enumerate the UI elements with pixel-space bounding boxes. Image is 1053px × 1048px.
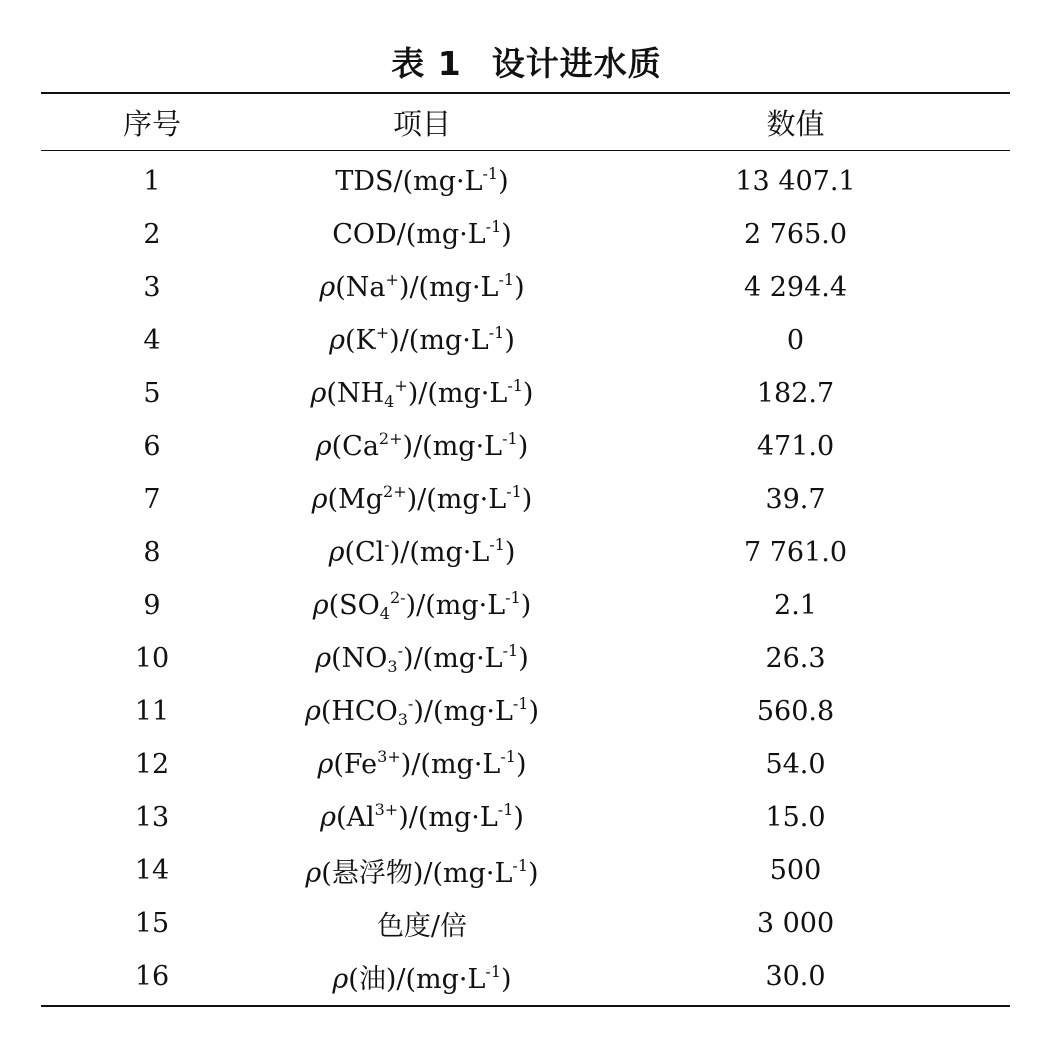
unit-exponent: -1 bbox=[489, 535, 505, 554]
species-close: ) bbox=[389, 537, 401, 568]
table-row bbox=[41, 151, 1010, 209]
unit-text: /(mg·L bbox=[413, 431, 503, 462]
unit-text: /(mg·L bbox=[393, 166, 483, 197]
row-index: 5 bbox=[143, 378, 161, 409]
species-base: (NH bbox=[326, 378, 385, 409]
row-item bbox=[263, 314, 581, 367]
species-close: ) bbox=[406, 484, 418, 515]
rho-symbol: ρ bbox=[315, 431, 332, 462]
table-row bbox=[41, 844, 1010, 897]
species-charge: - bbox=[407, 694, 414, 713]
table-row bbox=[41, 897, 1010, 950]
rho-symbol: ρ bbox=[315, 643, 332, 674]
rho-symbol: ρ bbox=[317, 749, 334, 780]
unit-text: /(mg·L bbox=[413, 643, 503, 674]
species-charge: - bbox=[384, 535, 390, 554]
unit-exponent: -1 bbox=[485, 962, 502, 981]
species-close: ) bbox=[412, 858, 424, 889]
row-index: 8 bbox=[143, 537, 161, 568]
unit-close: ) bbox=[521, 484, 533, 515]
species-charge: 3+ bbox=[374, 800, 399, 819]
header-value: 数值 bbox=[766, 106, 825, 141]
row-index: 4 bbox=[143, 325, 161, 356]
unit-close: ) bbox=[514, 272, 525, 303]
species-close: ) bbox=[400, 749, 412, 780]
species-charge: 2- bbox=[389, 588, 406, 607]
table-row bbox=[41, 261, 1010, 314]
rho-symbol: ρ bbox=[311, 484, 328, 515]
row-item bbox=[263, 950, 581, 1006]
unit-text: /(mg·L bbox=[408, 802, 498, 833]
item-name: 色度/倍 bbox=[376, 911, 468, 942]
species-charge: 2+ bbox=[383, 482, 407, 501]
species-base: (K bbox=[345, 325, 376, 356]
row-item bbox=[263, 261, 581, 314]
unit-close: ) bbox=[528, 696, 540, 727]
row-value: 39.7 bbox=[765, 484, 826, 515]
unit-close: ) bbox=[513, 802, 524, 833]
row-index: 16 bbox=[134, 961, 170, 992]
species-base: (HCO bbox=[320, 696, 398, 727]
table-number: 表 1 bbox=[391, 44, 462, 83]
row-value: 0 bbox=[786, 325, 805, 356]
row-index: 14 bbox=[134, 855, 170, 886]
water-quality-table-container bbox=[41, 92, 1010, 1007]
table-row bbox=[41, 791, 1010, 844]
unit-exponent: -1 bbox=[502, 641, 519, 660]
table-row bbox=[41, 738, 1010, 791]
row-index: 15 bbox=[134, 908, 170, 939]
unit-text: /(mg·L bbox=[396, 964, 486, 995]
unit-close: ) bbox=[515, 749, 527, 780]
species-base: (悬浮物 bbox=[321, 858, 413, 889]
species-close: ) bbox=[402, 431, 414, 462]
unit-exponent: -1 bbox=[507, 376, 523, 395]
row-item bbox=[263, 367, 581, 420]
rho-symbol: ρ bbox=[319, 272, 336, 303]
species-close: ) bbox=[385, 964, 397, 995]
species-base: (SO bbox=[328, 590, 380, 621]
species-close: ) bbox=[389, 325, 400, 356]
rho-symbol: ρ bbox=[332, 964, 349, 995]
rho-symbol: ρ bbox=[310, 378, 327, 409]
unit-exponent: -1 bbox=[500, 747, 516, 766]
species-base: (Cl bbox=[344, 537, 385, 568]
table-row bbox=[41, 632, 1010, 685]
unit-text: /(mg·L bbox=[396, 219, 486, 250]
table-row bbox=[41, 526, 1010, 579]
row-index: 1 bbox=[143, 166, 161, 197]
species-base: (Ca bbox=[331, 431, 379, 462]
species-charge: + bbox=[385, 270, 399, 289]
table-row bbox=[41, 579, 1010, 632]
unit-close: ) bbox=[522, 378, 534, 409]
unit-text: /(mg·L bbox=[417, 484, 507, 515]
species-subscript: 4 bbox=[384, 392, 395, 411]
species-subscript: 3 bbox=[397, 710, 408, 729]
unit-text: /(mg·L bbox=[399, 325, 489, 356]
table-row bbox=[41, 208, 1010, 261]
item-name: TDS bbox=[335, 166, 394, 197]
unit-exponent: -1 bbox=[485, 217, 502, 236]
row-item bbox=[263, 632, 581, 685]
row-value: 471.0 bbox=[756, 431, 835, 462]
rho-symbol: ρ bbox=[305, 858, 322, 889]
species-charge: 3+ bbox=[377, 747, 401, 766]
species-close: ) bbox=[413, 696, 424, 727]
row-value: 13 407.1 bbox=[735, 166, 856, 197]
unit-text: /(mg·L bbox=[409, 272, 499, 303]
unit-close: ) bbox=[501, 964, 512, 995]
row-item bbox=[263, 208, 581, 261]
row-item bbox=[263, 151, 581, 209]
species-base: (Fe bbox=[333, 749, 378, 780]
unit-close: ) bbox=[504, 325, 515, 356]
unit-exponent: -1 bbox=[505, 588, 521, 607]
table-caption: 设计进水质 bbox=[491, 44, 662, 83]
species-close: ) bbox=[407, 378, 419, 409]
row-item bbox=[263, 473, 581, 526]
unit-text: /(mg·L bbox=[416, 590, 506, 621]
row-value: 4 294.4 bbox=[743, 272, 848, 303]
species-close: ) bbox=[405, 590, 417, 621]
unit-close: ) bbox=[501, 219, 512, 250]
unit-exponent: -1 bbox=[506, 482, 522, 501]
unit-close: ) bbox=[528, 858, 539, 889]
unit-close: ) bbox=[517, 431, 529, 462]
row-item bbox=[263, 791, 581, 844]
table-title bbox=[0, 40, 1053, 88]
row-index: 11 bbox=[134, 696, 170, 727]
row-value: 500 bbox=[769, 855, 822, 886]
row-index: 10 bbox=[134, 643, 170, 674]
species-subscript: 4 bbox=[379, 604, 390, 623]
table-header-row bbox=[41, 93, 1010, 151]
unit-close: ) bbox=[520, 590, 532, 621]
row-item bbox=[263, 579, 581, 632]
row-value: 26.3 bbox=[765, 643, 826, 674]
rho-symbol: ρ bbox=[320, 802, 336, 833]
row-value: 182.7 bbox=[756, 378, 835, 409]
table-row bbox=[41, 367, 1010, 420]
row-value: 30.0 bbox=[765, 961, 826, 992]
species-close: ) bbox=[398, 802, 409, 833]
row-value: 3 000 bbox=[756, 908, 835, 939]
species-base: (Al bbox=[335, 802, 375, 833]
rho-symbol: ρ bbox=[329, 325, 346, 356]
row-item bbox=[263, 738, 581, 791]
unit-text: /(mg·L bbox=[411, 749, 501, 780]
row-value: 560.8 bbox=[756, 696, 835, 727]
item-name: COD bbox=[332, 219, 397, 250]
unit-close: ) bbox=[498, 166, 509, 197]
row-value: 54.0 bbox=[765, 749, 826, 780]
header-index: 序号 bbox=[122, 106, 181, 141]
rho-symbol: ρ bbox=[328, 537, 345, 568]
species-base: (Na bbox=[335, 272, 386, 303]
row-value: 15.0 bbox=[765, 802, 826, 833]
unit-exponent: -1 bbox=[512, 856, 529, 875]
table-row bbox=[41, 685, 1010, 738]
unit-close: ) bbox=[504, 537, 516, 568]
unit-text: /(mg·L bbox=[418, 378, 508, 409]
unit-exponent: -1 bbox=[488, 323, 505, 342]
unit-text: /(mg·L bbox=[423, 858, 513, 889]
rho-symbol: ρ bbox=[312, 590, 329, 621]
species-base: (Mg bbox=[327, 484, 384, 515]
table-row bbox=[41, 473, 1010, 526]
species-charge: + bbox=[394, 376, 408, 395]
species-close: ) bbox=[403, 643, 414, 674]
unit-text: /(mg·L bbox=[423, 696, 513, 727]
row-index: 13 bbox=[134, 802, 170, 833]
row-index: 12 bbox=[134, 749, 170, 780]
unit-close: ) bbox=[518, 643, 529, 674]
row-item bbox=[263, 897, 581, 950]
row-value: 7 761.0 bbox=[743, 537, 848, 568]
species-base: (NO bbox=[331, 643, 388, 674]
species-charge: 2+ bbox=[378, 429, 403, 448]
unit-exponent: -1 bbox=[482, 164, 499, 183]
row-index: 7 bbox=[143, 484, 161, 515]
rho-symbol: ρ bbox=[304, 696, 321, 727]
row-item bbox=[263, 844, 581, 897]
row-item bbox=[263, 526, 581, 579]
row-index: 6 bbox=[143, 431, 161, 462]
row-index: 2 bbox=[143, 219, 161, 250]
unit-exponent: -1 bbox=[512, 694, 529, 713]
unit-exponent: -1 bbox=[498, 270, 515, 289]
row-item bbox=[263, 685, 581, 738]
row-value: 2 765.0 bbox=[743, 219, 848, 250]
table-row bbox=[41, 420, 1010, 473]
table-row bbox=[41, 314, 1010, 367]
table-row bbox=[41, 950, 1010, 1006]
unit-exponent: -1 bbox=[497, 800, 514, 819]
species-close: ) bbox=[398, 272, 410, 303]
row-value: 2.1 bbox=[774, 590, 817, 621]
row-item bbox=[263, 420, 581, 473]
header-item: 项目 bbox=[392, 106, 451, 141]
species-charge: + bbox=[375, 323, 390, 342]
row-index: 9 bbox=[143, 590, 161, 621]
species-charge: - bbox=[397, 641, 404, 660]
unit-text: /(mg·L bbox=[400, 537, 490, 568]
species-base: (油 bbox=[348, 964, 386, 995]
unit-exponent: -1 bbox=[502, 429, 518, 448]
species-subscript: 3 bbox=[387, 657, 398, 676]
row-index: 3 bbox=[143, 272, 161, 303]
water-quality-table bbox=[41, 92, 1010, 1007]
